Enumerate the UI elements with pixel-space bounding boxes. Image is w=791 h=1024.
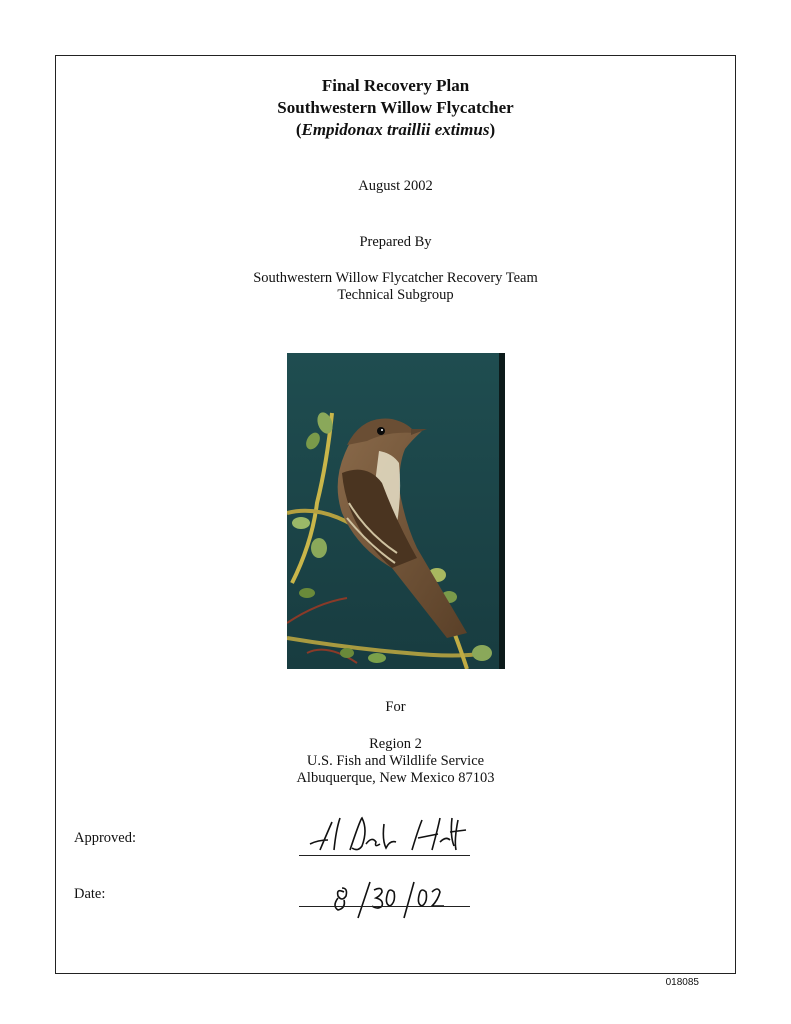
- team-line-2: Technical Subgroup: [337, 287, 454, 303]
- title-line-1: Final Recovery Plan: [321, 76, 470, 95]
- agency-address: [55, 736, 736, 787]
- document-title: [55, 75, 736, 141]
- flycatcher-photo: [287, 353, 505, 669]
- handwritten-date: [300, 878, 470, 926]
- date-signature-line: [299, 906, 470, 907]
- date-signature: [300, 878, 470, 931]
- handwritten-signature: [300, 810, 470, 858]
- species-paren-close: ): [489, 120, 496, 139]
- title-line-2: Southwestern Willow Flycatcher: [277, 98, 514, 117]
- prepared-by-label: Prepared By: [359, 234, 432, 250]
- document-number: 018085: [665, 977, 699, 988]
- species-scientific-name: Empidonax traillii extimus: [301, 120, 490, 139]
- approved-label: Approved:: [74, 830, 137, 846]
- publication-date: August 2002: [358, 178, 433, 194]
- recovery-team: [55, 270, 736, 304]
- date-label: Date:: [74, 886, 106, 902]
- agency-name: U.S. Fish and Wildlife Service: [306, 753, 485, 769]
- species-paren-open: (: [295, 120, 302, 139]
- agency-region: Region 2: [369, 736, 422, 752]
- bird-illustration: [287, 353, 505, 669]
- approved-signature-line: [299, 855, 470, 856]
- agency-city: Albuquerque, New Mexico 87103: [296, 770, 495, 786]
- team-line-1: Southwestern Willow Flycatcher Recovery Team: [253, 270, 538, 286]
- for-label: For: [385, 699, 406, 715]
- species-name: [55, 119, 736, 141]
